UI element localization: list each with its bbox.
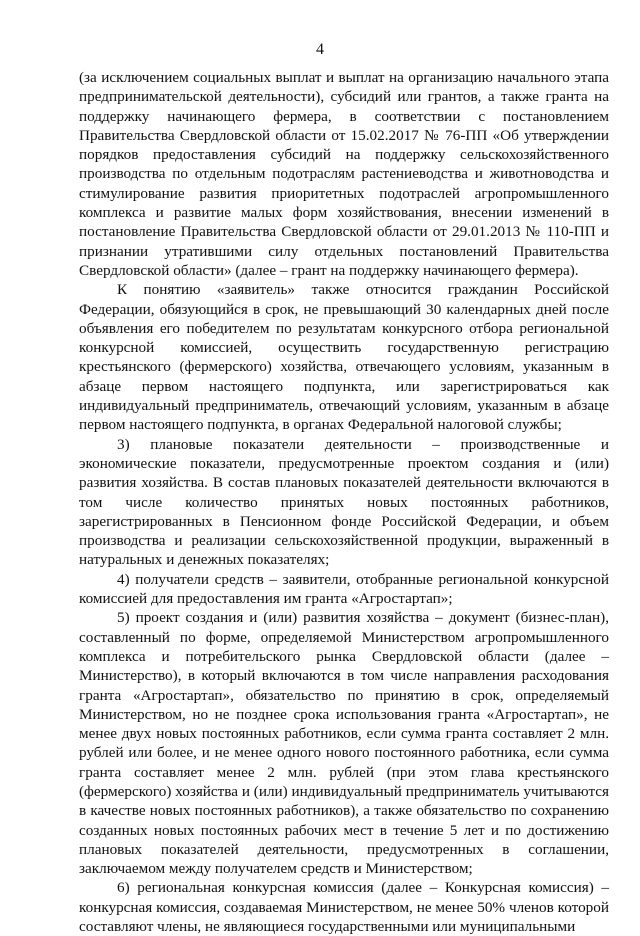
paragraph-applicant-concept: К понятию «заявитель» также относится гражданин Российской Федерации, обязующийся в срок, не превышающий 30 календарных дней после объявления его победителем по результатам конкурсного отбора региональной конкурсной комиссией, осуществить государственную регистрацию крестьянского (фермерского) хозяйства, отвечающего условиям, указанным в абзаце первом настоящего подпункта, или зарегистрироваться как индивидуальный предприниматель, отвечающий условиям, указанным в абзаце первом настоящего подпункта, в органах Федеральной налоговой службы;: [79, 281, 609, 434]
page-number: 4: [316, 41, 324, 58]
paragraph-competition-commission: 6) региональная конкурсная комиссия (далее – Конкурсная комиссия) – конкурсная комиссия, создаваемая Министерством, не менее 50% членов которой составляют члены, не являющиеся государственными или муниципальными: [79, 879, 609, 936]
document-body: [79, 68, 609, 936]
paragraph-planned-indicators: 3) плановые показатели деятельности – производственные и экономические показатели, предусмотренные проектом создания и (или) развития хозяйства. В состав плановых показателей деятельности включаются в том числе количество принятых новых постоянных работников, зарегистрированных в Пенсионном фонде Российской Федерации, и объем производства и реализации сельскохозяйственной продукции, выраженный в натуральных и денежных показателях;: [79, 435, 609, 569]
paragraph-business-plan: 5) проект создания и (или) развития хозяйства – документ (бизнес-план), составленный по форме, определяемой Министерством агропромышленного комплекса и потребительского рынка Свердловской области (далее – Министерство), в который включаются в том числе направления расходования гранта «Агростартап», обязательство по принятию в срок, определяемый Министерством, но не позднее срока использования гранта «Агростартап», не менее двух новых постоянных работников, если сумма гранта составляет 2 млн. рублей или более, и не менее одного нового постоянного работника, если сумма гранта составляет менее 2 млн. рублей (при этом глава крестьянского (фермерского) хозяйства и (или) индивидуальный предприниматель учитываются в качестве новых постоянных работников), а также обязательство по сохранению созданных новых постоянных рабочих мест в течение 5 лет и по достижению плановых показателей деятельности, предусмотренных в соглашении, заключаемом между получателем средств и Министерством;: [79, 609, 609, 878]
paragraph-grant-definition-continuation: (за исключением социальных выплат и выплат на организацию начального этапа предпринимательской деятельности), субсидий или грантов, а также гранта на поддержку начинающего фермера, в соответствии с постановлением Правительства Свердловской области от 15.02.2017 № 76-ПП «Об утверждении порядков предоставления субсидий на поддержку сельскохозяйственного производства по отдельным подотраслям растениеводства и животноводства и стимулирование развития приоритетных подотраслей агропромышленного комплекса и развитие малых форм хозяйствования, внесении изменений в постановление Правительства Свердловской области от 29.01.2013 № 110-ПП и признании утратившими силу отдельных постановлений Правительства Свердловской области» (далее – грант на поддержку начинающего фермера).: [79, 69, 609, 279]
paragraph-fund-recipients: 4) получатели средств – заявители, отобранные региональной конкурсной комиссией для предоставления им гранта «Агростартап»;: [79, 570, 609, 608]
